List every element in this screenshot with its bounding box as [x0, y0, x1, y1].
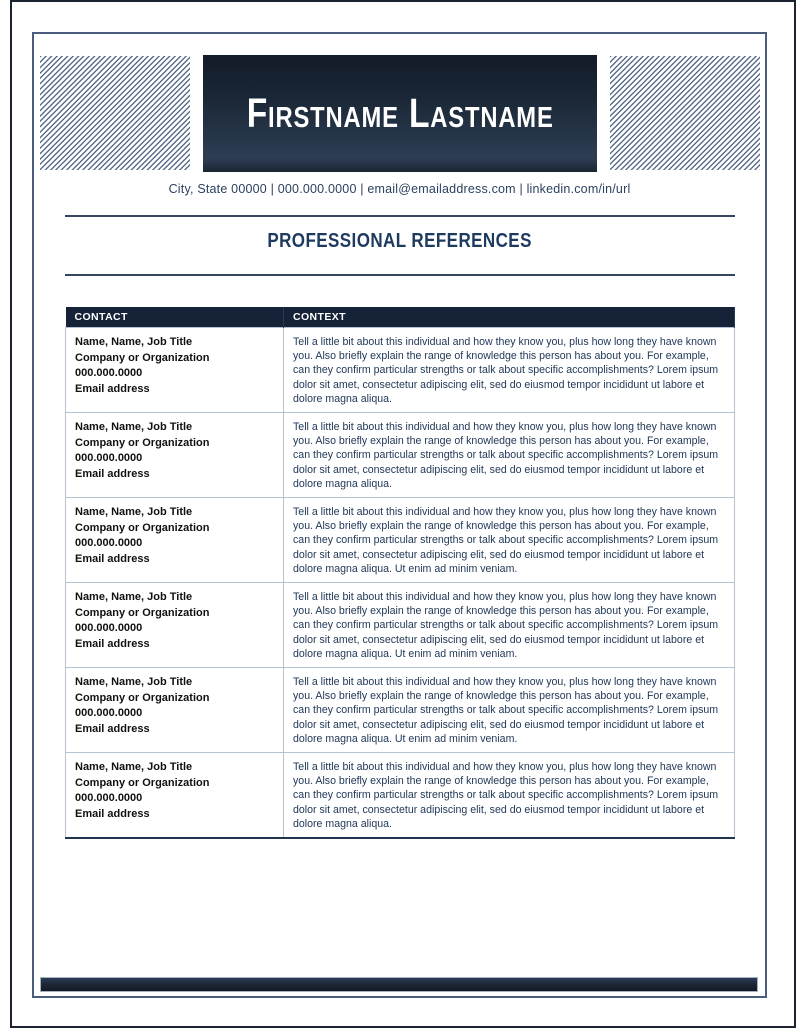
- bottom-accent-bar: [40, 977, 758, 992]
- contact-cell: [66, 583, 284, 668]
- reference-row: [66, 668, 735, 753]
- contact-cell: [66, 498, 284, 583]
- reference-name-line: Name, Name, Job Title: [75, 761, 193, 774]
- reference-row: [66, 413, 735, 498]
- left-hatch-decoration: [40, 56, 190, 170]
- context-cell: [284, 583, 735, 668]
- person-name: Firstname Lastname: [246, 90, 554, 136]
- reference-name-line: Name, Name, Job Title: [75, 336, 193, 348]
- reference-name-line: Name, Name, Job Title: [75, 506, 193, 519]
- reference-company-line: Company or Organization: [75, 776, 210, 789]
- reference-row: [66, 498, 735, 583]
- contact-cell: [66, 753, 284, 839]
- contact-cell: [66, 413, 284, 498]
- contact-info-line: City, State 00000 | 000.000.0000 | email@emailaddress.com | linkedin.com/in/url: [168, 182, 631, 196]
- reference-phone-line: 000.000.0000: [75, 707, 143, 720]
- contact-column-header: CONTACT: [66, 307, 284, 328]
- reference-name-line: Name, Name, Job Title: [75, 676, 193, 689]
- reference-name-line: Name, Name, Job Title: [75, 421, 193, 434]
- context-cell: [284, 753, 735, 839]
- section-title: PROFESSIONAL REFERENCES: [267, 230, 532, 252]
- reference-email-line: Email address: [75, 637, 150, 650]
- context-paragraph: Tell a little bit about this individual and how they know you, plus how long they have known you. Also briefly explain the range of knowledge this person has about you. For example, can they confirm particular strengths or talk about specific accomplishments? Lorem ipsum dolor sit amet, consectetur adipiscing elit, sed do eiusmod tempor incididunt ut labore et dolore magna aliqua. Ut enim ad minim veniam.: [293, 506, 719, 575]
- context-cell: [284, 668, 735, 753]
- name-banner: [203, 55, 597, 172]
- reference-phone-line: 000.000.0000: [75, 452, 143, 465]
- reference-email-line: Email address: [75, 722, 150, 735]
- reference-company-line: Company or Organization: [75, 606, 210, 619]
- reference-email-line: Email address: [75, 552, 150, 565]
- reference-company-line: Company or Organization: [75, 691, 210, 704]
- section-rule-top: [65, 215, 735, 217]
- reference-phone-line: 000.000.0000: [75, 367, 143, 379]
- page-border-frame: [32, 32, 767, 998]
- context-paragraph: Tell a little bit about this individual and how they know you, plus how long they have known you. Also briefly explain the range of knowledge this person has about you. For example, can they confirm particular strengths or talk about specific accomplishments? Lorem ipsum dolor sit amet, consectetur adipiscing elit, sed do eiusmod tempor incididunt ut labore et dolore magna aliqua.: [293, 336, 719, 405]
- reference-company-line: Company or Organization: [75, 436, 210, 449]
- reference-name-line: Name, Name, Job Title: [75, 591, 193, 604]
- context-paragraph: Tell a little bit about this individual and how they know you, plus how long they have known you. Also briefly explain the range of knowledge this person has about you. For example, can they confirm particular strengths or talk about specific accomplishments? Lorem ipsum dolor sit amet, consectetur adipiscing elit, sed do eiusmod tempor incididunt ut labore et dolore magna aliqua.: [293, 761, 719, 830]
- context-cell: [284, 413, 735, 498]
- context-column-header: CONTEXT: [284, 307, 735, 328]
- reference-company-line: Company or Organization: [75, 521, 210, 534]
- reference-phone-line: 000.000.0000: [75, 792, 143, 805]
- references-header-row: [66, 307, 735, 328]
- reference-row: [66, 583, 735, 668]
- context-paragraph: Tell a little bit about this individual and how they know you, plus how long they have known you. Also briefly explain the range of knowledge this person has about you. For example, can they confirm particular strengths or talk about specific accomplishments? Lorem ipsum dolor sit amet, consectetur adipiscing elit, sed do eiusmod tempor incididunt ut labore et dolore magna aliqua.: [293, 421, 719, 490]
- reference-email-line: Email address: [75, 807, 150, 820]
- reference-phone-line: 000.000.0000: [75, 537, 143, 550]
- context-paragraph: Tell a little bit about this individual and how they know you, plus how long they have known you. Also briefly explain the range of knowledge this person has about you. For example, can they confirm particular strengths or talk about specific accomplishments? Lorem ipsum dolor sit amet, consectetur adipiscing elit, sed do eiusmod tempor incididunt ut labore et dolore magna aliqua. Ut enim ad minim veniam.: [293, 591, 719, 660]
- reference-row: [66, 753, 735, 839]
- references-body: [66, 328, 735, 839]
- context-cell: [284, 328, 735, 413]
- reference-email-line: Email address: [75, 467, 150, 480]
- references-table: [65, 307, 735, 839]
- context-paragraph: Tell a little bit about this individual and how they know you, plus how long they have known you. Also briefly explain the range of knowledge this person has about you. For example, can they confirm particular strengths or talk about specific accomplishments? Lorem ipsum dolor sit amet, consectetur adipiscing elit, sed do eiusmod tempor incididunt ut labore et dolore magna aliqua. Ut enim ad minim veniam.: [293, 676, 719, 745]
- context-cell: [284, 498, 735, 583]
- reference-company-line: Company or Organization: [75, 351, 210, 364]
- reference-phone-line: 000.000.0000: [75, 622, 143, 635]
- contact-cell: [66, 328, 284, 413]
- section-rule-bottom: [65, 274, 735, 276]
- reference-email-line: Email address: [75, 382, 150, 395]
- reference-row: [66, 328, 735, 413]
- right-hatch-decoration: [610, 56, 760, 170]
- contact-cell: [66, 668, 284, 753]
